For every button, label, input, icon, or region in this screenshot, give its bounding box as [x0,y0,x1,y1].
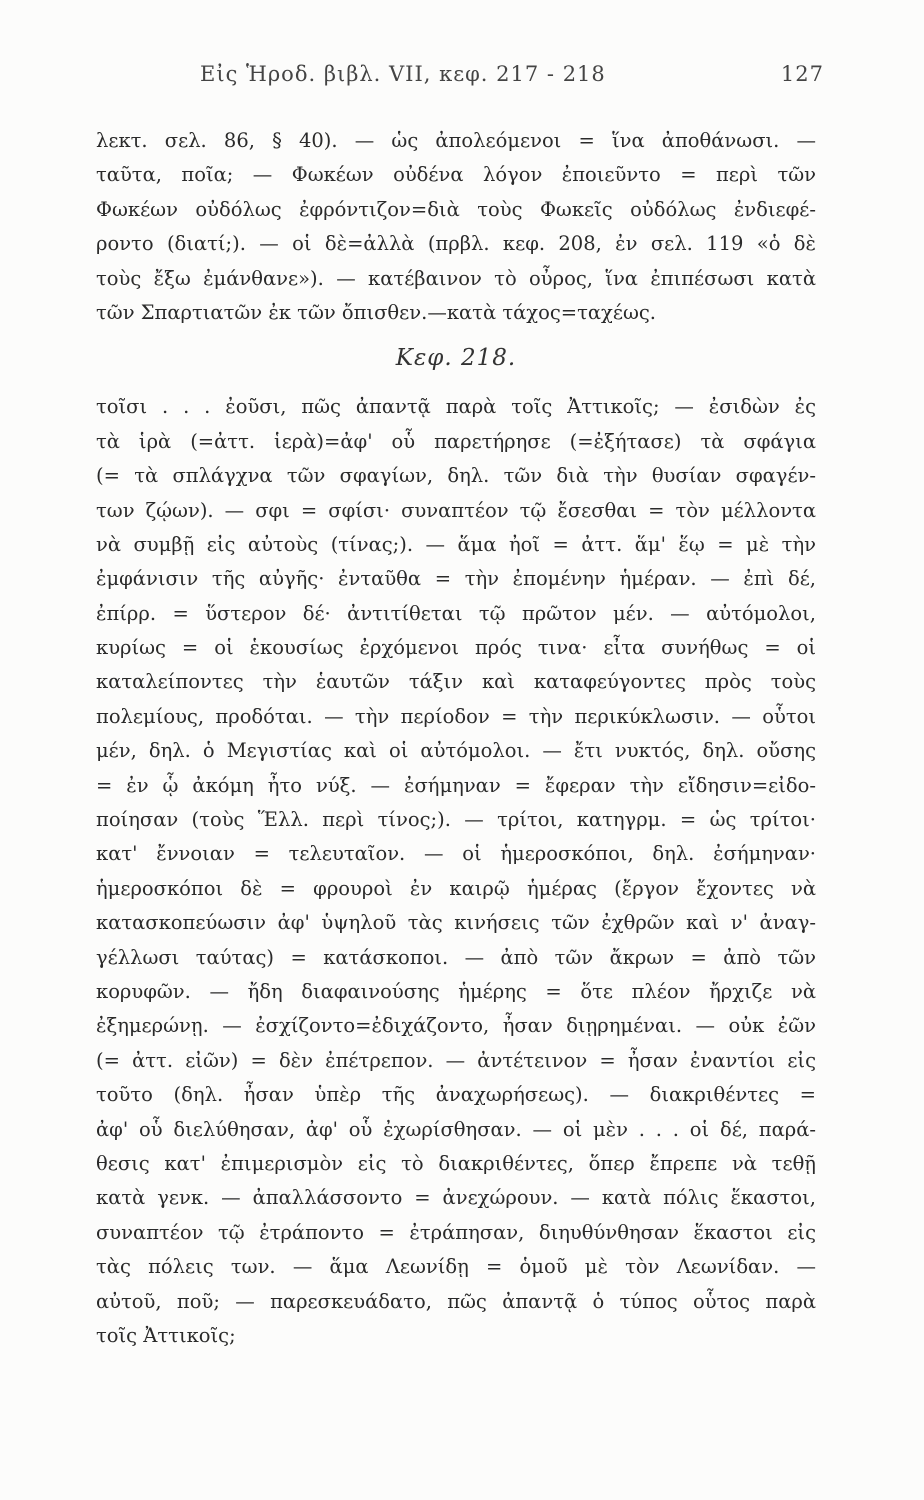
text-line: (= ἀττ. εἰῶν) = δὲν ἐπέτρεπον. — ἀντέτεινον = ἦσαν ἐναντίοι εἰς [96,1048,816,1072]
text-line: τοὺς ἔξω ἐμάνθανε»). — κατέβαινον τὸ οὖρος, ἵνα ἐπιπέσωσι κατὰ [96,266,816,290]
text-line: ἐμφάνισιν τῆς αὐγῆς· ἐνταῦθα = τὴν ἐπομένην ἡμέραν. — ἐπὶ δέ, [96,567,816,591]
commentary-text [96,124,816,1353]
text-line: (= τὰ σπλάγχνα τῶν σφαγίων, δηλ. τῶν διὰ τὴν θυσίαν σφαγέν- [96,464,816,488]
text-line: κατασκοπεύωσιν ἀφ' ὑψηλοῦ τὰς κινήσεις τῶν ἐχθρῶν καὶ ν' ἀναγ- [96,911,816,935]
text-line: λεκτ. σελ. 86, § 40). — ὡς ἀπολεόμενοι = ἵνα ἀποθάνωσι. — [96,129,816,152]
text-line: ἡμεροσκόποι δὲ = φρουροὶ ἐν καιρῷ ἡμέρας (ἔργον ἔχοντες νὰ [96,876,816,900]
text-line: κορυφῶν. — ἤδη διαφαινούσης ἡμέρης = ὅτε πλέον ἤρχιζε νὰ [96,979,816,1003]
intro-paragraph [96,124,816,330]
text-line: γέλλωσι ταύτας) = κατάσκοποι. — ἀπὸ τῶν ἄκρων = ἀπὸ τῶν [96,945,816,969]
page-header [110,62,824,92]
chapter-218-notes [96,390,816,1353]
text-line: τοῖς Ἀττικοῖς; [96,1323,236,1347]
text-line: πολεμίους, προδόται. — τὴν περίοδον = τὴν περικύκλωσιν. — οὗτοι [96,704,816,728]
text-line: καταλείποντες τὴν ἑαυτῶν τάξιν καὶ καταφεύγοντες πρὸς τοὺς [96,670,816,694]
text-line: θεσις κατ' ἐπιμερισμὸν εἰς τὸ διακριθέντες, ὅπερ ἔπρεπε νὰ τεθῇ [96,1151,816,1175]
text-line: αὐτοῦ, ποῦ; — παρεσκευάδατο, πῶς ἀπαντᾷ ὁ τύπος οὗτος παρὰ [96,1289,816,1313]
text-line: τοῖσι . . . ἐοῦσι, πῶς ἀπαντᾷ παρὰ τοῖς Ἀττικοῖς; — ἐσιδὼν ἐς [96,395,816,419]
text-line: κυρίως = οἱ ἑκουσίως ἐρχόμενοι πρός τινα· εἶτα συνήθως = οἱ [96,636,816,660]
text-line: ποίησαν (τοὺς Ἕλλ. περὶ τίνος;). — τρίτοι, κατηγρμ. = ὡς τρίτοι· [96,808,816,832]
text-line: κατὰ γενκ. — ἀπαλλάσσοντο = ἀνεχώρουν. — κατὰ πόλις ἕκαστοι, [96,1186,816,1210]
text-line: = ἐν ᾧ ἀκόμη ἦτο νύξ. — ἐσήμηναν = ἔφεραν τὴν εἴδησιν=εἰδο- [96,773,816,797]
text-line: των ζῴων). — σφι = σφίσι· συναπτέον τῷ ἔσεσθαι = τὸν μέλλοντα [96,498,816,522]
page-number: 127 [780,62,824,86]
text-line: τὰς πόλεις των. — ἅμα Λεωνίδῃ = ὁμοῦ μὲ τὸν Λεωνίδαν. — [96,1255,816,1279]
chapter-heading: Κεφ. 218. [395,345,517,372]
running-head: Εἰς Ἡροδ. βιβλ. VII, κεφ. 217 - 218 [200,62,606,86]
text-line: συναπτέον τῷ ἐτράποντο = ἐτράπησαν, διηυθύνθησαν ἕκαστοι εἰς [96,1220,816,1244]
text-line: μέν, δηλ. ὁ Μεγιστίας καὶ οἱ αὐτόμολοι. — ἔτι νυκτός, δηλ. οὔσης [96,739,816,763]
text-line: ταῦτα, ποῖα; — Φωκέων οὐδένα λόγον ἐποιεῦντο = περὶ τῶν [96,163,816,187]
text-line: τὰ ἱρὰ (=ἀττ. ἱερὰ)=ἀφ' οὗ παρετήρησε (=ἐξήτασε) τὰ σφάγια [96,429,816,453]
text-line: ροντο (διατί;). — οἱ δὲ=ἀλλὰ (πρβλ. κεφ. 208, ἐν σελ. 119 «ὁ δὲ [96,232,816,256]
text-line: τοῦτο (δηλ. ἦσαν ὑπὲρ τῆς ἀναχωρήσεως). — διακριθέντες = [96,1083,816,1107]
text-line: κατ' ἔννοιαν = τελευταῖον. — οἱ ἡμεροσκόποι, δηλ. ἐσήμηναν· [96,842,816,866]
text-line: νὰ συμβῇ εἰς αὐτοὺς (τίνας;). — ἅμα ἠοῖ = ἀττ. ἅμ' ἕῳ = μὲ τὴν [96,532,816,556]
text-line: ἐπίρρ. = ὕστερον δέ· ἀντιτίθεται τῷ πρῶτον μέν. — αὐτόμολοι, [96,601,816,625]
text-line: ἀφ' οὗ διελύθησαν, ἀφ' οὗ ἐχωρίσθησαν. — οἱ μὲν . . . οἱ δέ, παρά- [96,1117,816,1141]
text-line: Φωκέων οὐδόλως ἐφρόντιζον=διὰ τοὺς Φωκεῖς οὐδόλως ἐνδιεφέ- [96,197,816,221]
text-line: τῶν Σπαρτιατῶν ἐκ τῶν ὄπισθεν.—κατὰ τάχος=ταχέως. [96,300,656,324]
text-line: ἐξημερώνῃ. — ἐσχίζοντο=ἐδιχάζοντο, ἦσαν διῃρημέναι. — οὐκ ἐῶν [96,1014,816,1038]
